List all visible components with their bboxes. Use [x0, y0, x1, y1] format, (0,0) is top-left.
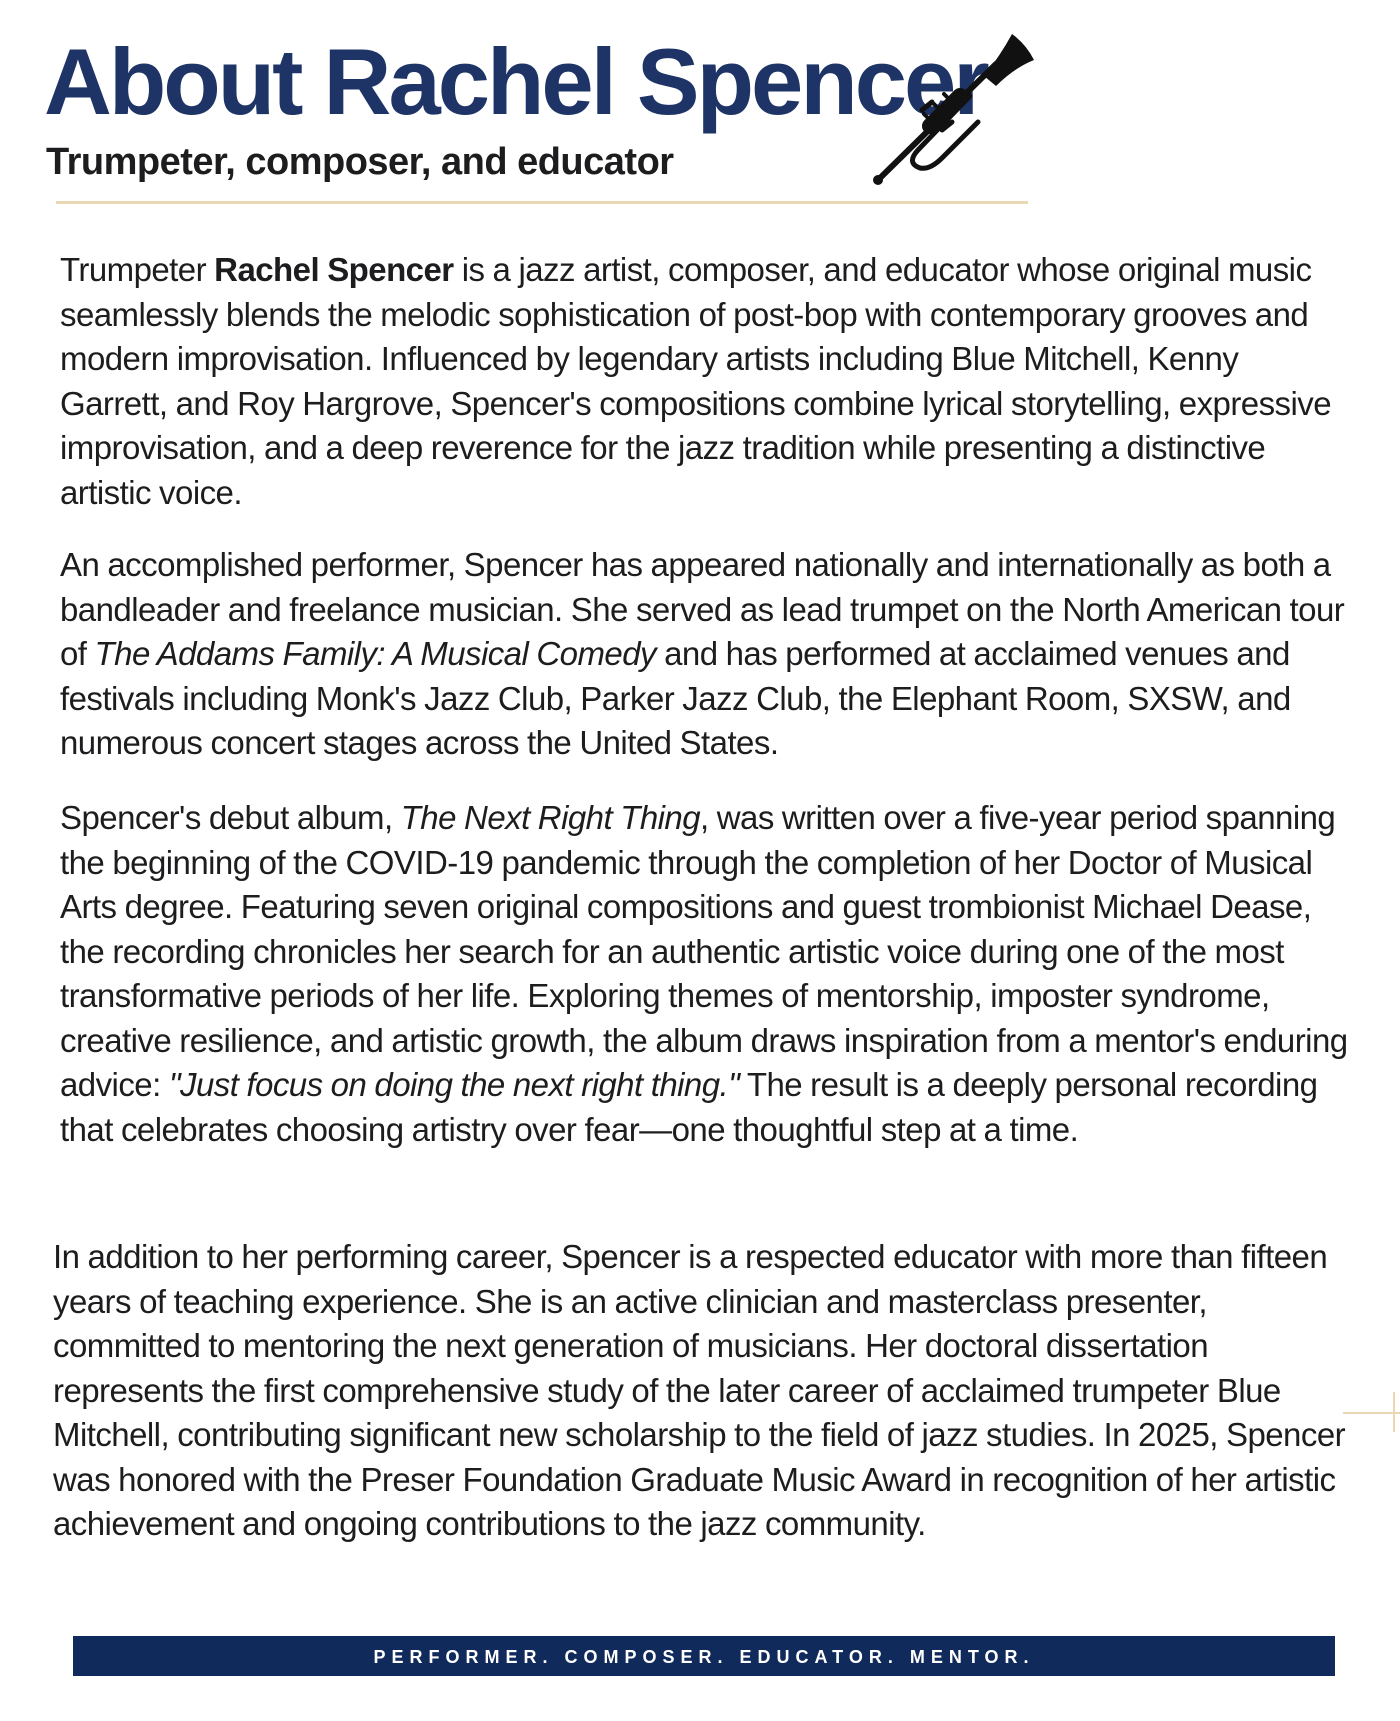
trumpet-icon: [866, 30, 1034, 188]
header-divider: [56, 201, 1028, 204]
margin-guide-tick: [1393, 1392, 1395, 1432]
bio-paragraph-intro: Trumpeter Rachel Spencer is a jazz artist, composer, and educator whose original music seamlessly blends the melodic sophistication of post-bop with contemporary grooves and modern improvisation. Influenced by legendary artists including Blue Mitchell, Kenny Garrett, and Roy Hargrove, Spencer's compositions combine lyrical storytelling, expressive improvisation, and a deep reverence for the jazz tradition while presenting a distinctive artistic voice.: [60, 251, 1332, 511]
footer-tagline: PERFORMER. COMPOSER. EDUCATOR. MENTOR.: [373, 1647, 1035, 1667]
show-title: The Addams Family: A Musical Comedy: [94, 635, 656, 672]
page-header: [44, 26, 1034, 206]
album-title: The Next Right Thing: [400, 799, 701, 836]
bio-paragraph-album: Spencer's debut album, The Next Right Thing, was written over a five-year period spanning the beginning of the COVID-19 pandemic through the completion of her Doctor of Musical Arts degree. Featuring seven original compositions and guest trombionist Michael Dease, the recording chronicles her search for an authentic artistic voice during one of the most transformative periods of her life. Exploring themes of mentorship, imposter syndrome, creative resilience, and artistic growth, the album draws inspiration from a mentor's enduring advice: "Just focus on doing the next right thing." The result is a deeply personal recording that celebrates choosing artistry over fear—one thoughtful step at a time.: [60, 799, 1348, 1148]
page-title: About Rachel Spencer: [44, 29, 987, 134]
footer-banner: [73, 1636, 1335, 1676]
bio-paragraph-educator: In addition to her performing career, Spencer is a respected educator with more than fifteen years of teaching experience. She is an active clinician and masterclass presenter, committed to mentoring the next generation of musicians. Her doctoral dissertation represents the first comprehensive study of the later career of acclaimed trumpeter Blue Mitchell, contributing significant new scholarship to the field of jazz studies. In 2025, Spencer was honored with the Preser Foundation Graduate Music Award in recognition of her artistic achievement and ongoing contributions to the jazz community.: [53, 1238, 1346, 1542]
page-subtitle: Trumpeter, composer, and educator: [46, 141, 674, 183]
artist-name: Rachel Spencer: [214, 251, 454, 288]
bio-paragraph-performer: An accomplished performer, Spencer has appeared nationally and internationally as both a bandleader and freelance musician. She served as lead trumpet on the North American tour of The Addams Family: A Musical Comedy and has performed at acclaimed venues and festivals including Monk's Jazz Club, Parker Jazz Club, the Elephant Room, SXSW, and numerous concert stages across the United States.: [60, 546, 1345, 761]
mentor-quote: "Just focus on doing the next right thing.": [168, 1066, 740, 1103]
